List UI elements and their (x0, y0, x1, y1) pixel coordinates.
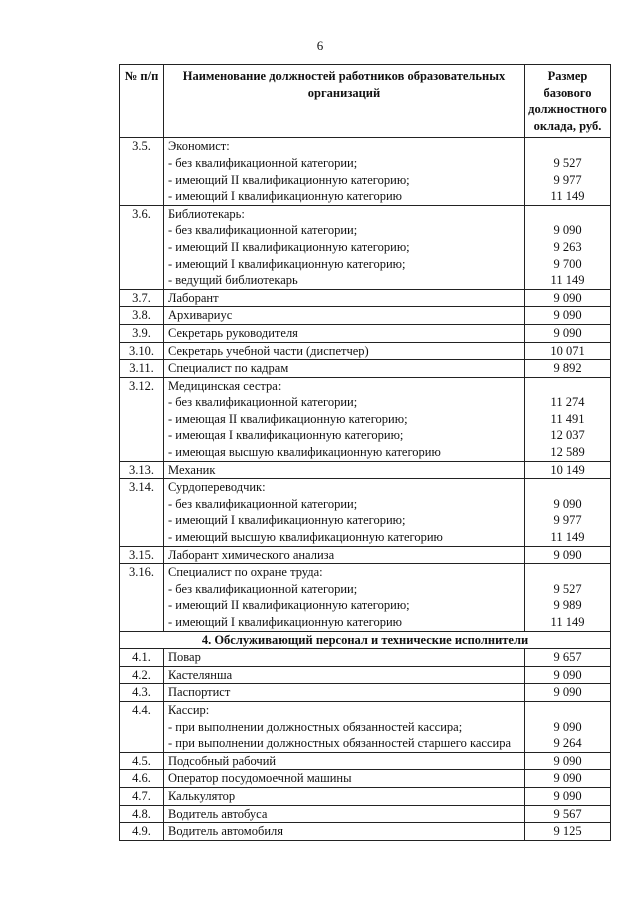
table-row (120, 546, 611, 564)
position-group-title: Экономист: (168, 139, 230, 154)
table-header-row (120, 65, 611, 138)
salary-amount (525, 564, 611, 631)
position-group-title: Медицинская сестра: (168, 378, 282, 393)
row-number: 3.8. (120, 307, 164, 325)
table-row (120, 684, 611, 702)
position-name (164, 138, 525, 205)
amount-spacer (529, 138, 606, 155)
position-group-title: Специалист по охране труда: (168, 565, 323, 580)
table-row (120, 307, 611, 325)
table-row (120, 324, 611, 342)
amount-spacer (529, 206, 606, 223)
salary-amount: 9 090 (525, 752, 611, 770)
position-subcategory: - имеющий II квалификационную категорию; (168, 598, 410, 613)
position-name: Секретарь учебной части (диспетчер) (164, 342, 525, 360)
salary-amount: 9 090 (525, 324, 611, 342)
position-name: Паспортист (164, 684, 525, 702)
table-row (120, 377, 611, 461)
salary-amount (525, 377, 611, 461)
position-name (164, 205, 525, 289)
row-number: 4.3. (120, 684, 164, 702)
position-name: Механик (164, 461, 525, 479)
table-row (120, 138, 611, 205)
position-subcategory: - имеющая высшую квалификационную категорию (168, 445, 441, 460)
table-row (120, 752, 611, 770)
position-subcategory: - без квалификационной категории; (168, 496, 358, 511)
subcategory-amount: 11 149 (550, 530, 585, 545)
position-name: Лаборант химического анализа (164, 546, 525, 564)
row-number: 3.15. (120, 546, 164, 564)
position-name (164, 479, 525, 546)
position-subcategory: - имеющий I квалификационную категорию; (168, 513, 406, 528)
table-body-section-4 (120, 649, 611, 841)
position-name (164, 377, 525, 461)
row-number: 4.8. (120, 805, 164, 823)
header-number: № п/п (120, 65, 164, 138)
row-number: 3.12. (120, 377, 164, 461)
row-number: 3.6. (120, 205, 164, 289)
table-row (120, 205, 611, 289)
position-name: Кастелянша (164, 666, 525, 684)
salary-amount: 9 090 (525, 289, 611, 307)
table-row (120, 649, 611, 667)
amount-spacer (529, 564, 606, 581)
row-number: 3.9. (120, 324, 164, 342)
table-row (120, 289, 611, 307)
table-row (120, 461, 611, 479)
subcategory-amount: 11 274 (550, 395, 585, 410)
subcategory-amount: 9 090 (553, 223, 582, 238)
table-row (120, 770, 611, 788)
row-number: 3.5. (120, 138, 164, 205)
row-number: 4.9. (120, 823, 164, 841)
row-number: 4.4. (120, 701, 164, 752)
position-group-title: Кассир: (168, 702, 210, 717)
salary-amount: 9 090 (525, 546, 611, 564)
table-row (120, 360, 611, 378)
table-row (120, 564, 611, 631)
subcategory-amount: 11 149 (550, 189, 585, 204)
salary-amount: 9 090 (525, 307, 611, 325)
salary-amount: 9 125 (525, 823, 611, 841)
salary-table (119, 64, 611, 841)
table-row (120, 342, 611, 360)
position-subcategory: - имеющий I квалификационную категорию (168, 189, 402, 204)
salary-amount: 10 149 (525, 461, 611, 479)
salary-amount: 9 090 (525, 684, 611, 702)
position-subcategory: - при выполнении должностных обязанностей кассира; (168, 719, 463, 734)
position-subcategory: - без квалификационной категории; (168, 395, 358, 410)
position-name: Секретарь руководителя (164, 324, 525, 342)
position-subcategory: - имеющий высшую квалификационную категорию (168, 530, 443, 545)
salary-amount (525, 205, 611, 289)
subcategory-amount: 9 090 (553, 719, 582, 734)
row-number: 3.14. (120, 479, 164, 546)
row-number: 3.10. (120, 342, 164, 360)
position-name: Водитель автомобиля (164, 823, 525, 841)
position-name: Калькулятор (164, 787, 525, 805)
subcategory-amount: 9 977 (553, 513, 582, 528)
page-number: 6 (316, 38, 324, 53)
position-subcategory: - без квалификационной категории; (168, 155, 358, 170)
position-name (164, 564, 525, 631)
position-subcategory: - без квалификационной категории; (168, 581, 358, 596)
header-salary: Размер базового должностного оклада, руб. (525, 65, 611, 138)
position-subcategory: - имеющий I квалификационную категорию (168, 615, 402, 629)
row-number: 4.6. (120, 770, 164, 788)
table-body-section-4-title (120, 631, 611, 649)
table-body-section-3 (120, 138, 611, 631)
subcategory-amount: 9 527 (553, 581, 582, 596)
position-name: Лаборант (164, 289, 525, 307)
salary-amount (525, 479, 611, 546)
position-subcategory: - имеющий II квалификационную категорию; (168, 172, 410, 187)
subcategory-amount: 11 149 (550, 615, 585, 629)
position-group-title: Библиотекарь: (168, 206, 245, 221)
row-number: 3.7. (120, 289, 164, 307)
position-subcategory: - имеющая I квалификационную категорию; (168, 428, 404, 443)
subcategory-amount: 9 263 (553, 239, 582, 254)
salary-amount: 9 567 (525, 805, 611, 823)
position-subcategory: - без квалификационной категории; (168, 223, 358, 238)
salary-amount (525, 701, 611, 752)
position-name: Водитель автобуса (164, 805, 525, 823)
row-number: 3.13. (120, 461, 164, 479)
subcategory-amount: 9 977 (553, 172, 582, 187)
row-number: 3.16. (120, 564, 164, 631)
subcategory-amount: 9 527 (553, 155, 582, 170)
table-row (120, 823, 611, 841)
position-name: Архивариус (164, 307, 525, 325)
subcategory-amount: 12 589 (550, 445, 585, 460)
subcategory-amount: 12 037 (550, 428, 585, 443)
row-number: 4.1. (120, 649, 164, 667)
subcategory-amount: 11 149 (550, 273, 585, 288)
salary-amount: 9 090 (525, 666, 611, 684)
row-number: 4.5. (120, 752, 164, 770)
position-subcategory: - при выполнении должностных обязанностей старшего кассира (168, 736, 512, 751)
salary-amount: 9 090 (525, 787, 611, 805)
table-row (120, 787, 611, 805)
amount-spacer (529, 702, 606, 719)
position-group-title: Сурдопереводчик: (168, 480, 266, 495)
salary-amount: 9 090 (525, 770, 611, 788)
position-subcategory: - имеющий I квалификационную категорию; (168, 256, 406, 271)
table-row (120, 805, 611, 823)
row-number: 4.2. (120, 666, 164, 684)
subcategory-amount: 9 090 (553, 496, 582, 511)
amount-spacer (529, 378, 606, 395)
position-subcategory: - имеющая II квалификационную категорию; (168, 411, 408, 426)
salary-amount: 9 892 (525, 360, 611, 378)
table-row (120, 701, 611, 752)
subcategory-amount: 11 491 (550, 411, 585, 426)
position-name (164, 701, 525, 752)
position-subcategory: - имеющий II квалификационную категорию; (168, 239, 410, 254)
position-name: Подсобный рабочий (164, 752, 525, 770)
section-heading: 4. Обслуживающий персонал и технические исполнители (120, 631, 611, 649)
subcategory-amount: 9 700 (553, 256, 582, 271)
salary-amount: 10 071 (525, 342, 611, 360)
section-heading-row (120, 631, 611, 649)
header-position-name: Наименование должностей работников образовательных организаций (164, 65, 525, 138)
subcategory-amount: 9 989 (553, 598, 582, 613)
position-name: Повар (164, 649, 525, 667)
salary-amount: 9 657 (525, 649, 611, 667)
row-number: 4.7. (120, 787, 164, 805)
amount-spacer (529, 479, 606, 496)
position-subcategory: - ведущий библиотекарь (168, 273, 298, 288)
subcategory-amount: 9 264 (553, 736, 582, 751)
position-name: Оператор посудомоечной машины (164, 770, 525, 788)
salary-amount (525, 138, 611, 205)
row-number: 3.11. (120, 360, 164, 378)
table-row (120, 666, 611, 684)
position-name: Специалист по кадрам (164, 360, 525, 378)
table-row (120, 479, 611, 546)
